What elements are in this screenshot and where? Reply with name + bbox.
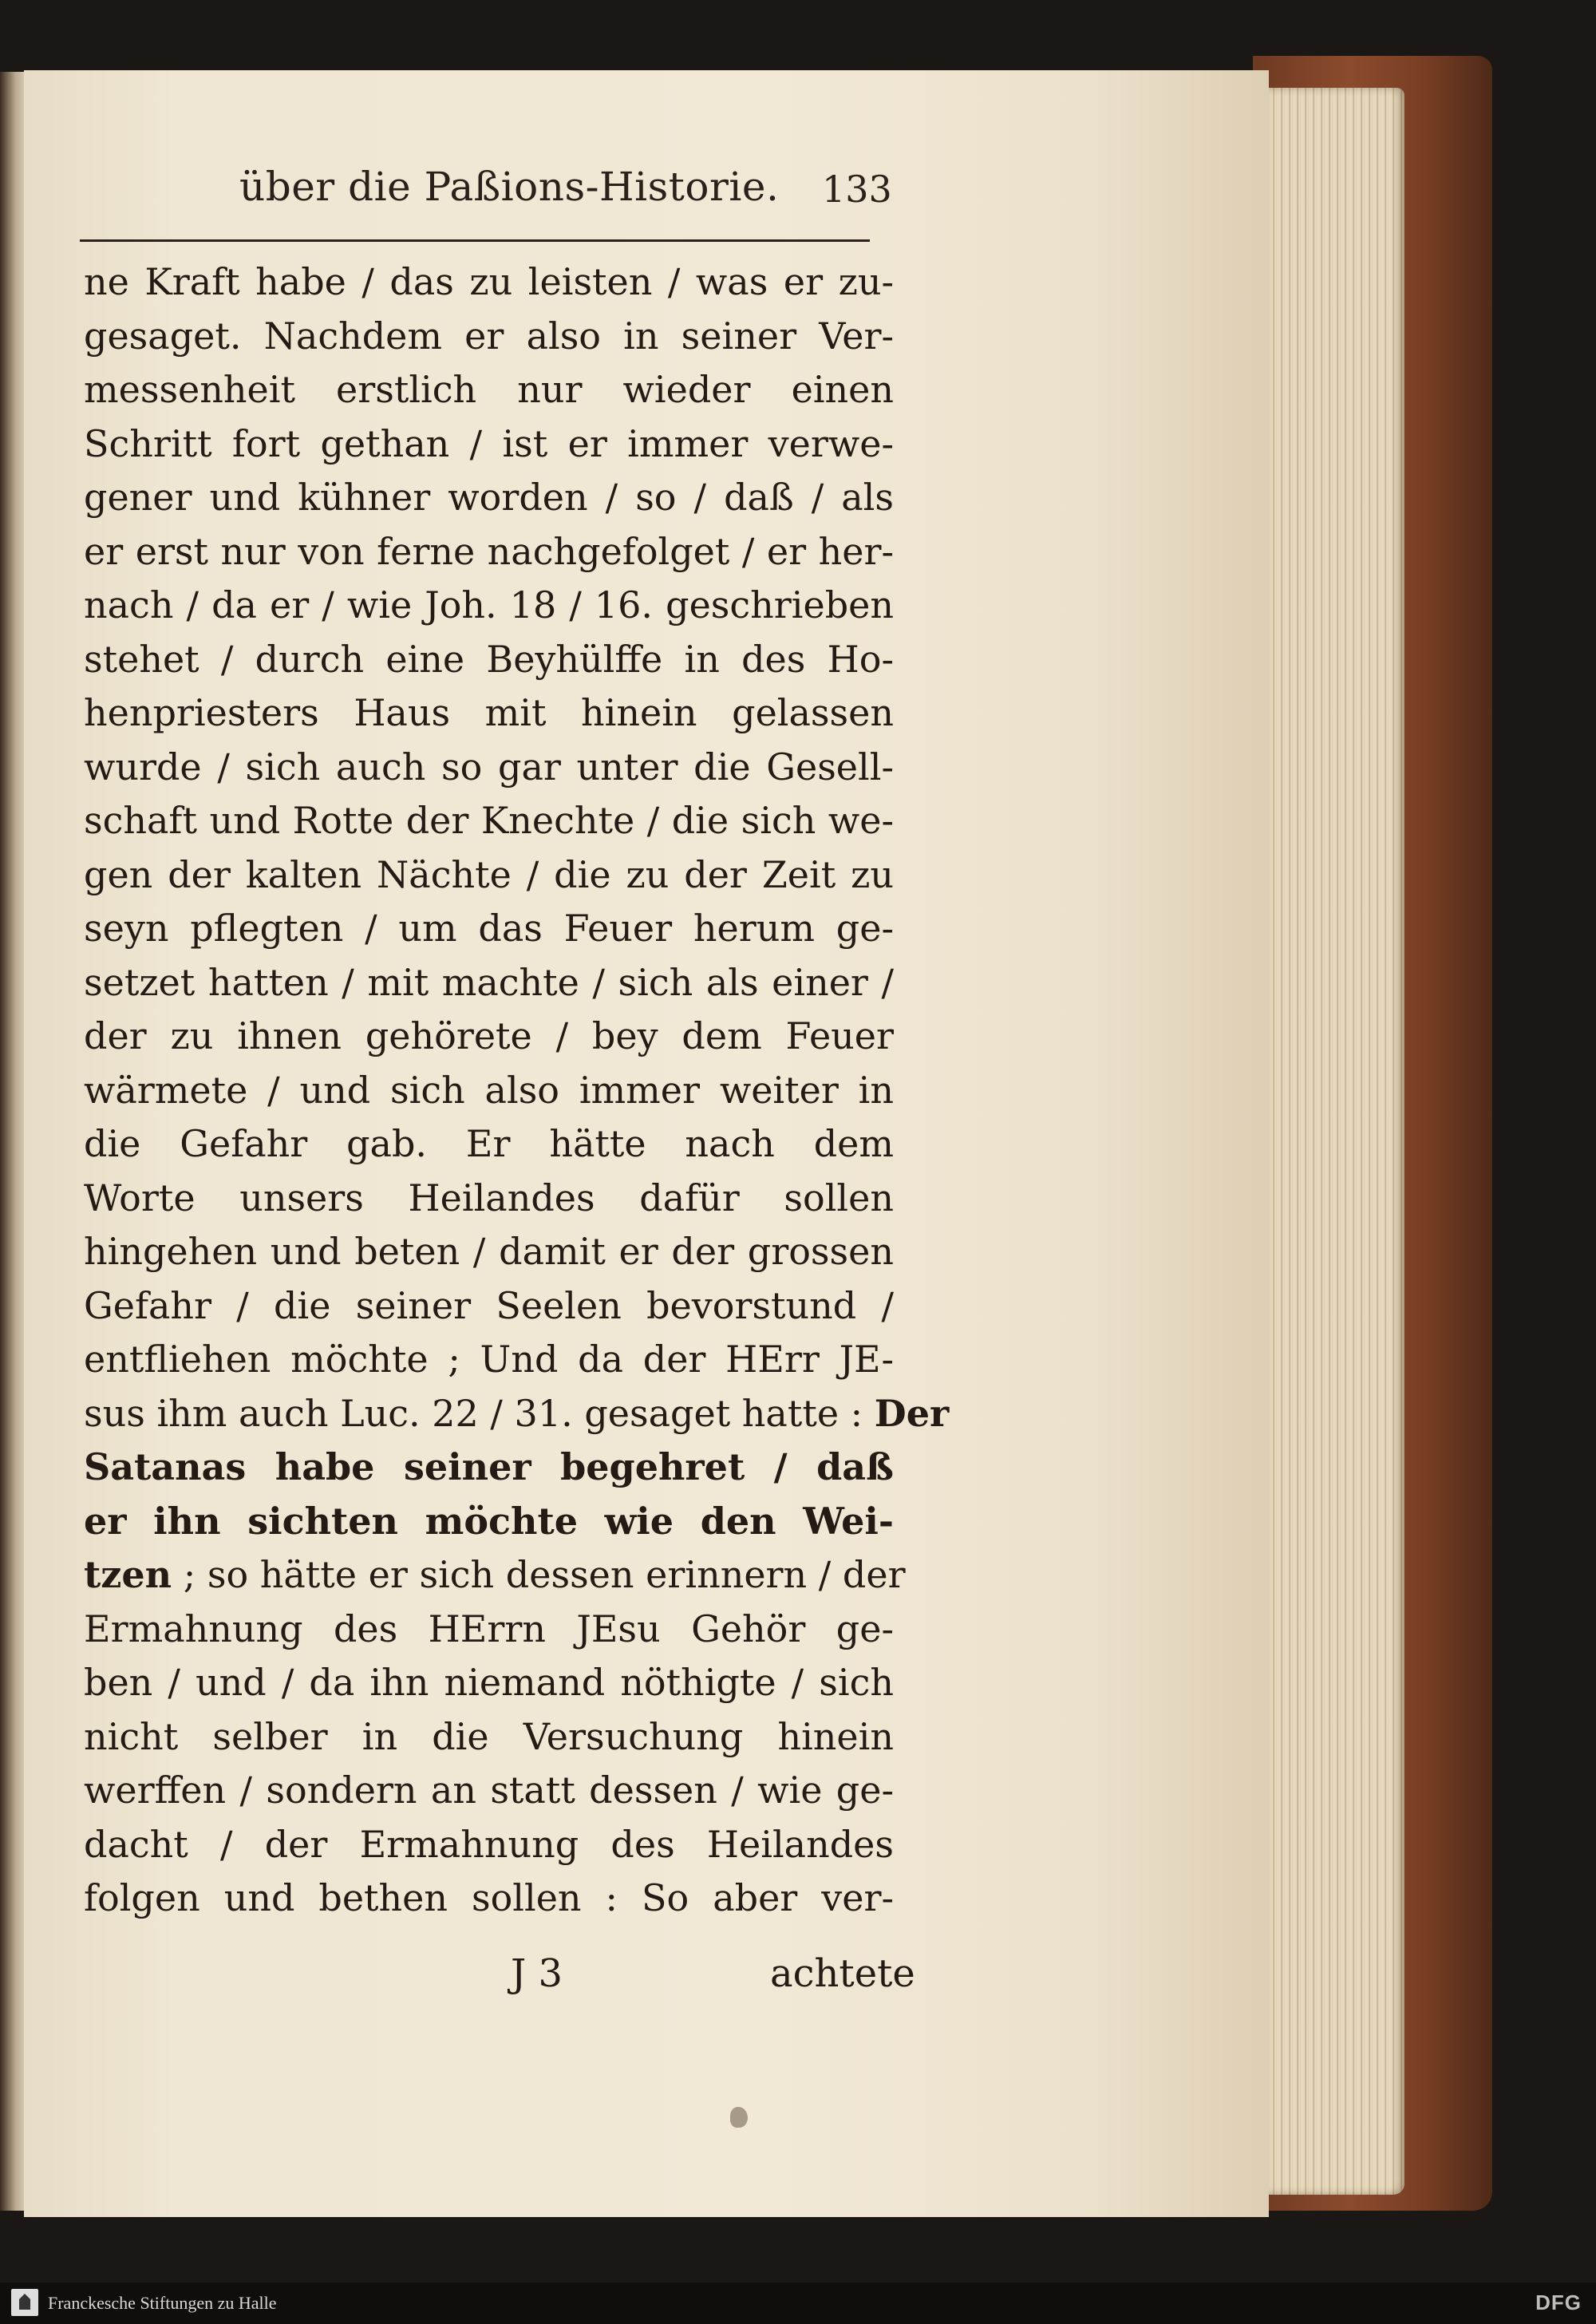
header-rule (80, 239, 870, 242)
body-text (84, 255, 950, 1926)
text-line: ben / und / da ihn niemand nöthigte / sich (84, 1661, 894, 1704)
text-line: seyn pflegten / um das Feuer herum ge- (84, 907, 894, 950)
text-line: nicht selber in die Versuchung hinein (84, 1714, 894, 1758)
text-line: Ermahnung des HErrn JEsu Gehör ge- (84, 1607, 894, 1650)
dfg-logo: DFG (1535, 2290, 1582, 2314)
institution-name: Franckesche Stiftungen zu Halle (48, 2293, 277, 2313)
page-number: 133 (822, 168, 892, 211)
ink-stain (730, 2107, 748, 2128)
text-line: messenheit erstlich nur wieder einen (84, 368, 894, 411)
text-line: Satanas habe seiner begehret / daß (84, 1445, 894, 1488)
text-line: die Gefahr gab. Er hätte nach dem (84, 1122, 894, 1165)
running-head: über die Paßions-Historie. (239, 164, 780, 210)
text-line: entfliehen möchte ; Und da der HErr JE- (84, 1338, 894, 1381)
facing-page-edge (0, 72, 26, 2211)
text-line: gener und kühner worden / so / daß / als (84, 476, 894, 519)
text-line: der zu ihnen gehörete / bey dem Feuer (84, 1014, 894, 1057)
viewer-footer (0, 2282, 1596, 2324)
text-line: nach / da er / wie Joh. 18 / 16. geschrieben (84, 583, 894, 626)
text-line: henpriesters Haus mit hinein gelassen (84, 691, 894, 734)
text-line: er ihn sichten möchte wie den Wei- (84, 1499, 894, 1543)
institution-logo-icon (11, 2289, 38, 2316)
text-line: tzen ; so hätte er sich dessen erinnern / der (84, 1553, 906, 1596)
text-line: wärmete / und sich also immer weiter in (84, 1068, 894, 1112)
text-line: werffen / sondern an statt dessen / wie ge- (84, 1769, 894, 1812)
text-line: dacht / der Ermahnung des Heilandes (84, 1822, 894, 1866)
text-line: schaft und Rotte der Knechte / die sich we- (84, 799, 894, 842)
text-line: hingehen und beten / damit er der grossen (84, 1230, 894, 1273)
text-line: gen der kalten Nächte / die zu der Zeit zu (84, 852, 894, 896)
text-line: wurde / sich auch so gar unter die Gesell- (84, 745, 894, 788)
catchword: achtete (770, 1951, 915, 1996)
text-line: ne Kraft habe / das zu leisten / was er zu- (84, 260, 894, 303)
text-line: gesaget. Nachdem er also in seiner Ver- (84, 314, 894, 358)
text-line: setzet hatten / mit machte / sich als einer / (84, 960, 894, 1004)
text-line: sus ihm auch Luc. 22 / 31. gesaget hatte : Der (84, 1391, 950, 1435)
text-line: Worte unsers Heilandes dafür sollen (84, 1176, 894, 1219)
text-line: Schritt fort gethan / ist er immer verwe- (84, 421, 894, 465)
text-line: er erst nur von ferne nachgefolget / er her- (84, 529, 894, 573)
text-line: stehet / durch eine Beyhülffe in des Ho- (84, 637, 894, 681)
text-line: Gefahr / die seiner Seelen bevorstund / (84, 1283, 894, 1327)
page-block-edge (1269, 88, 1404, 2195)
text-line: folgen und bethen sollen : So aber ver- (84, 1876, 894, 1919)
signature-mark: J 3 (511, 1951, 563, 1996)
